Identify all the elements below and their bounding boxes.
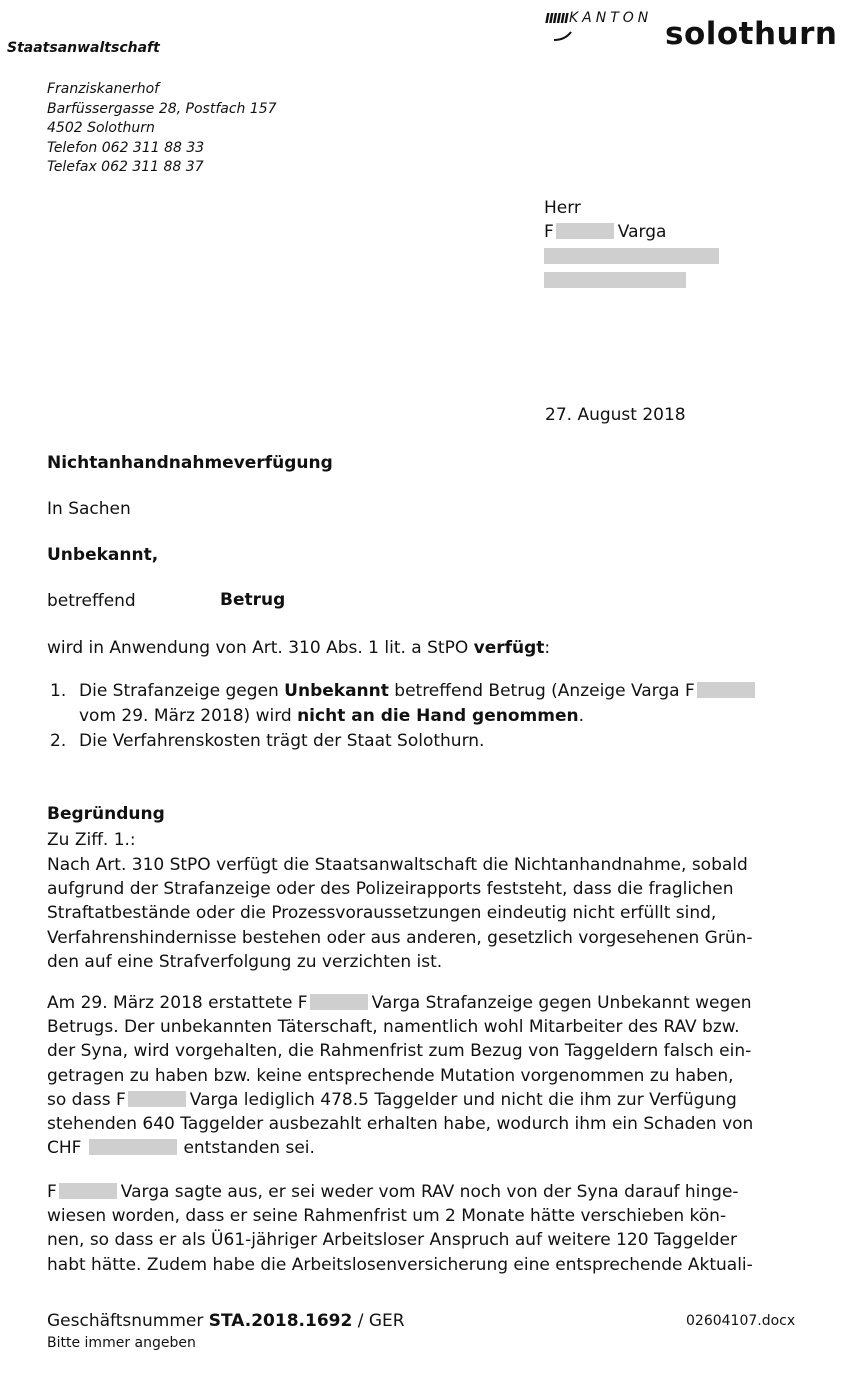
item-text: vom 29. März 2018) wird [79,706,298,726]
list-item [47,729,755,754]
department-name: Staatsanwaltschaft [7,40,160,56]
address-line: Franziskanerhof [47,81,160,97]
document-title: Nichtanhandnahmeverfügung [47,453,333,473]
recipient-block [544,196,666,244]
address-fax: Telefax 062 311 88 37 [47,159,204,175]
recipient-salutation: Herr [544,198,581,218]
decree-line [47,636,550,660]
document-date: 27. August 2018 [545,405,686,425]
redaction-block [89,1139,177,1155]
line-text: Varga lediglich 478.5 Taggelder und nicht die ihm zur Verfügung [189,1089,737,1110]
paragraph-line [47,1088,753,1112]
paragraph-line [47,1136,753,1160]
paragraph-line: aufgrund der Strafanzeige oder des Polizeirapports feststeht, dass die fraglichen [47,879,734,900]
list-number: 1. [50,681,67,701]
paragraph-line: den auf eine Strafverfolgung zu verzichten ist. [47,951,443,972]
line-text: CHF [47,1138,82,1159]
paragraph-line: Straftatbestände oder die Prozessvoraussetzungen eindeutig nicht erfüllt sind, [47,903,717,924]
paragraph-line [47,1180,753,1204]
reasoning-heading: Begründung [47,804,165,824]
decree-end: : [544,638,551,658]
file-name: 02604107.docx [686,1313,796,1329]
line-text: F [47,1182,57,1202]
address-phone: Telefon 062 311 88 33 [47,139,205,156]
item-text: Die Verfahrenskosten trägt der Staat Solothurn. [79,731,485,751]
address-line: Barfüssergasse 28, Postfach 157 [47,100,277,117]
paragraph-line: Verfahrenshindernisse bestehen oder aus anderen, gesetzlich vorgesehenen Grün- [47,927,753,948]
logo-solothurn-text: solothurn [665,16,838,52]
line-text: Varga Strafanzeige gegen Unbekannt wegen [371,993,752,1013]
redaction-block [544,272,686,288]
line-text: so dass F [47,1089,126,1110]
reasoning-paragraph-1 [47,853,753,974]
paragraph-line: nen, so dass er als Ü61-jähriger Arbeitsloser Anspruch auf weitere 120 Taggelder [47,1230,737,1251]
sender-address [47,80,277,178]
logo-swoosh-icon [553,28,575,42]
case-number: STA.2018.1692 [208,1311,353,1331]
party-name: Unbekannt, [47,545,159,565]
redaction-block [59,1183,117,1199]
logo-kanton-text: KANTON [569,10,653,26]
paragraph-line: habt hätte. Zudem habe die Arbeitslosenversicherung eine entsprechende Aktuali- [47,1254,753,1275]
recipient-initial: F [544,222,554,242]
paragraph-line: stehenden 640 Taggelder ausbezahlt erhalten habe, wodurch ihm ein Schaden von [47,1114,754,1135]
decree-text: wird in Anwendung von Art. 310 Abs. 1 lit. a StPO [47,638,474,658]
redaction-block [697,682,755,698]
reasoning-subheading: Zu Ziff. 1.: [47,830,136,850]
betreffend-value: Betrug [220,590,286,610]
paragraph-line: wiesen worden, dass er seine Rahmenfrist um 2 Monate hätte verschieben kön- [47,1206,727,1227]
item-text: Die Strafanzeige gegen [79,681,285,701]
paragraph-line: Nach Art. 310 StPO verfügt die Staatsanwaltschaft die Nichtanhandnahme, sobald [47,855,748,875]
reasoning-paragraph-2 [47,991,753,1160]
betreffend-label: betreffend [47,591,136,611]
logo-bars: IIIIII [545,12,569,27]
line-text: Am 29. März 2018 erstattete F [47,993,308,1013]
decision-list [47,679,755,754]
redaction-block [544,248,719,264]
paragraph-line: getragen zu haben bzw. keine entsprechende Mutation vorgenommen zu haben, [47,1065,734,1086]
item-bold: Unbekannt [284,681,389,701]
case-number-suffix: / GER [352,1311,405,1331]
reasoning-paragraph-3 [47,1180,753,1277]
paragraph-line [47,991,753,1015]
address-line: 4502 Solothurn [47,120,155,136]
paragraph-line: Betrugs. Der unbekannten Täterschaft, namentlich wohl Mitarbeiter des RAV bzw. [47,1017,740,1038]
list-number: 2. [50,731,67,751]
item-bold: nicht an die Hand genommen [297,706,579,726]
line-text: Varga sagte aus, er sei weder vom RAV noch von der Syna darauf hinge- [120,1182,739,1202]
line-text: entstanden sei. [183,1138,315,1159]
decree-bold: verfügt [473,638,545,658]
redaction-block [310,994,368,1010]
case-number-label: Geschäftsnummer [47,1311,209,1331]
item-text: . [578,706,585,726]
item-text: betreffend Betrug (Anzeige Varga F [388,681,695,701]
redaction-block [128,1091,186,1107]
list-item [47,679,755,729]
paragraph-line: der Syna, wird vorgehalten, die Rahmenfrist zum Bezug von Taggeldern falsch ein- [47,1041,752,1062]
in-sachen-label: In Sachen [47,499,131,519]
redaction-block [556,223,614,239]
case-number-note: Bitte immer angeben [47,1335,196,1351]
canton-logo [545,8,855,52]
recipient-surname: Varga [617,222,667,242]
case-number-line [47,1311,405,1331]
recipient-name [544,220,666,244]
